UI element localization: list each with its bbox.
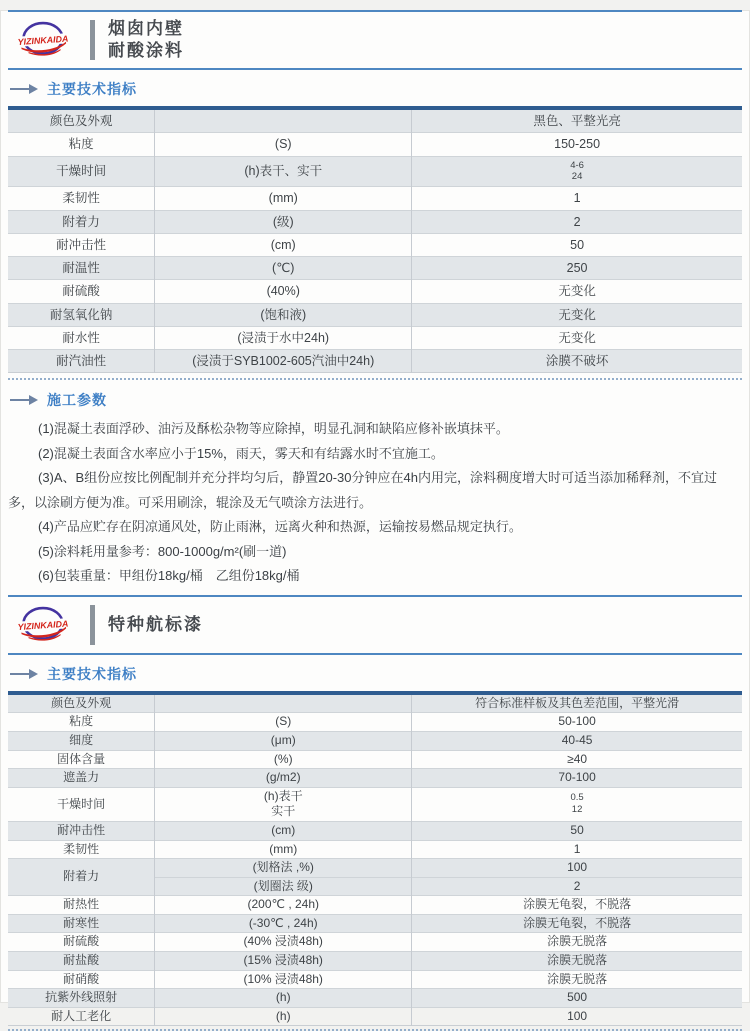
table-row	[8, 859, 742, 878]
spec-value-cell: 4-6 24	[412, 156, 742, 187]
table-row	[8, 840, 742, 859]
section2-header-bottom-rule	[8, 653, 742, 655]
spec-name-cell: 颜色及外观	[8, 108, 155, 133]
spec-condition-cell: (mm)	[155, 840, 412, 859]
section2-title	[108, 614, 203, 636]
spec-condition-cell: (10% 浸渍48h)	[155, 970, 412, 989]
construction-param-item: (2)混凝土表面含水率应小于15%，雨天，雾天和有结露水时不宜施工。	[38, 445, 444, 461]
section1-title-line2: 耐酸涂料	[108, 41, 184, 60]
logo-text: YIZINKAIDA	[17, 618, 69, 632]
spec-value-cell: 涂膜无脱落	[412, 933, 742, 952]
spec-name-cell: 耐硫酸	[8, 280, 155, 303]
table-row	[8, 303, 742, 326]
spec-value-cell: 100	[412, 859, 742, 878]
spec-value-cell: 70-100	[412, 769, 742, 788]
table-row	[8, 693, 742, 713]
spec-value-cell: 涂膜不破坏	[412, 350, 742, 373]
spec-condition-cell: (g/m2)	[155, 769, 412, 788]
construction-params-list	[8, 417, 742, 589]
spec-value-cell: 涂膜无脱落	[412, 952, 742, 971]
spec-condition-cell: (40%)	[155, 280, 412, 303]
table-row	[8, 821, 742, 840]
dotted-separator	[8, 378, 742, 380]
spec-condition-cell: (200℃ , 24h)	[155, 896, 412, 915]
section2-spec-heading	[10, 664, 742, 684]
spec-value-cell: 涂膜无龟裂，不脱落	[412, 914, 742, 933]
arrow-right-icon	[10, 399, 36, 401]
construction-param-item: (4)产品应贮存在阴凉通风处，防止雨淋，远离火种和热源，运输按易燃品规定执行。	[38, 519, 522, 535]
spec-condition-cell: (cm)	[155, 821, 412, 840]
spec-value-cell: 黑色、平整光亮	[412, 108, 742, 133]
spec-name-cell: 干燥时间	[8, 156, 155, 187]
construction-param-item: (6)包装重量：甲组份18kg/桶 乙组份18kg/桶	[38, 568, 300, 584]
spec-name-cell: 固体含量	[8, 750, 155, 769]
spec-condition-cell: (h)表干 实干	[155, 787, 412, 821]
document-page	[0, 10, 750, 1023]
spec-value-cell: 50	[412, 233, 742, 256]
logo-text: YIZINKAIDA	[17, 33, 69, 48]
spec-heading-label: 主要技术指标	[47, 81, 137, 97]
table-row	[8, 933, 742, 952]
spec-name-cell: 耐硝酸	[8, 970, 155, 989]
spec-name-cell: 耐冲击性	[8, 821, 155, 840]
table-row	[8, 750, 742, 769]
spec-condition-cell: (S)	[155, 133, 412, 156]
section1-title	[108, 18, 184, 62]
spec-condition-cell: (h)表干、实干	[155, 156, 412, 187]
params-heading-label: 施工参数	[47, 392, 107, 409]
table-row	[8, 187, 742, 210]
table-row	[8, 280, 742, 303]
spec-condition-cell: (浸渍于水中24h)	[155, 326, 412, 349]
spec-name-cell: 附着力	[8, 210, 155, 233]
table-row	[8, 896, 742, 915]
table-row	[8, 989, 742, 1008]
section1-header	[8, 12, 742, 68]
spec-value-cell: 150-250	[412, 133, 742, 156]
construction-params-heading	[10, 390, 742, 410]
spec-condition-cell: (浸渍于SYB1002-605汽油中24h)	[155, 350, 412, 373]
spec-name-cell: 细度	[8, 731, 155, 750]
spec-name-cell: 柔韧性	[8, 840, 155, 859]
spec-name-cell: 耐温性	[8, 257, 155, 280]
spec-name-cell: 柔韧性	[8, 187, 155, 210]
spec-value-cell: 无变化	[412, 280, 742, 303]
table-row	[8, 108, 742, 133]
table-row	[8, 233, 742, 256]
spec-value-cell: 0.5 12	[412, 787, 742, 821]
spec-name-cell: 耐寒性	[8, 914, 155, 933]
spec-condition-cell: (cm)	[155, 233, 412, 256]
spec-name-cell: 抗紫外线照射	[8, 989, 155, 1008]
spec-condition-cell: (级)	[155, 210, 412, 233]
spec-value-cell: 无变化	[412, 303, 742, 326]
spec-name-cell: 耐水性	[8, 326, 155, 349]
spec-name-cell: 耐冲击性	[8, 233, 155, 256]
spec-value-cell: 100	[412, 1007, 742, 1026]
spec-name-cell: 附着力	[8, 859, 155, 896]
header-bottom-rule	[8, 68, 742, 70]
spec-condition-cell: (%)	[155, 750, 412, 769]
title-divider-bar	[90, 20, 95, 60]
spec-condition-cell: (15% 浸渍48h)	[155, 952, 412, 971]
spec-condition-cell: (h)	[155, 1007, 412, 1026]
company-logo-icon	[14, 603, 72, 647]
spec-name-cell: 耐硫酸	[8, 933, 155, 952]
spec-condition-cell: (h)	[155, 989, 412, 1008]
spec-name-cell: 粘度	[8, 713, 155, 732]
spec-value-cell: 涂膜无脱落	[412, 970, 742, 989]
spec-value-cell: 500	[412, 989, 742, 1008]
spec-name-cell: 遮盖力	[8, 769, 155, 788]
section2-title-line1: 特种航标漆	[108, 614, 203, 634]
construction-param-item: (1)混凝土表面浮砂、油污及酥松杂物等应除掉，明显孔洞和缺陷应修补嵌填抹平。	[38, 421, 509, 437]
construction-param-item: (5)涂料耗用量参考：800-1000g/m²(刷一道)	[38, 543, 287, 559]
table-row	[8, 156, 742, 187]
spec-value-cell: 无变化	[412, 326, 742, 349]
spec-name-cell: 干燥时间	[8, 787, 155, 821]
spec-condition-cell: (饱和液)	[155, 303, 412, 326]
spec-name-cell: 耐热性	[8, 896, 155, 915]
spec-condition-cell: (℃)	[155, 257, 412, 280]
title-divider-bar	[90, 605, 95, 645]
table-row	[8, 257, 742, 280]
spec-value-cell: 40-45	[412, 731, 742, 750]
spec-value-cell: 2	[412, 877, 742, 896]
spec-name-cell: 颜色及外观	[8, 693, 155, 713]
spec-table-1	[8, 106, 742, 373]
table-row	[8, 133, 742, 156]
arrow-right-icon	[10, 673, 36, 675]
table-row	[8, 952, 742, 971]
arrow-right-icon	[10, 88, 36, 90]
spec-name-cell: 粘度	[8, 133, 155, 156]
table-row	[8, 1007, 742, 1026]
spec-condition-cell: (μm)	[155, 731, 412, 750]
spec-heading-label: 主要技术指标	[47, 665, 137, 682]
spec-table-2	[8, 691, 742, 1027]
spec-value-cell: 50-100	[412, 713, 742, 732]
spec-condition-cell: (-30℃ , 24h)	[155, 914, 412, 933]
spec-condition-cell: (S)	[155, 713, 412, 732]
spec-value-cell: ≥40	[412, 750, 742, 769]
spec-name-cell: 耐人工老化	[8, 1007, 155, 1026]
spec-condition-cell	[155, 693, 412, 713]
spec-value-cell: 1	[412, 187, 742, 210]
spec-condition-cell: (划格法 ,%)	[155, 859, 412, 878]
spec-name-cell: 耐盐酸	[8, 952, 155, 971]
table-row	[8, 731, 742, 750]
construction-param-item: (3)A、B组份应按比例配制并充分拌均匀后，静置20-30分钟应在4h内用完，涂料稠度增大时可适当添加稀释剂，不宜过多，以涂刷方便为准。可采用刷涂，辊涂及无气喷涂方法进行。	[8, 470, 717, 510]
spec-condition-cell: (划圈法 级)	[155, 877, 412, 896]
table-row	[8, 210, 742, 233]
spec-name-cell: 耐汽油性	[8, 350, 155, 373]
spec-value-cell: 250	[412, 257, 742, 280]
table-row	[8, 769, 742, 788]
spec-condition-cell: (40% 浸渍48h)	[155, 933, 412, 952]
spec-value-cell: 符合标准样板及其色差范围，平整光滑	[412, 693, 742, 713]
table-row	[8, 970, 742, 989]
spec-condition-cell: (mm)	[155, 187, 412, 210]
spec-value-cell: 涂膜无龟裂，不脱落	[412, 896, 742, 915]
table-row	[8, 350, 742, 373]
section1-title-line1: 烟囱内壁	[108, 18, 184, 38]
section2-header	[8, 597, 742, 653]
spec-name-cell: 耐氢氧化钠	[8, 303, 155, 326]
table-row	[8, 914, 742, 933]
spec-value-cell: 1	[412, 840, 742, 859]
table-row	[8, 787, 742, 821]
spec-value-cell: 50	[412, 821, 742, 840]
spec-value-cell: 2	[412, 210, 742, 233]
section1-spec-heading	[10, 79, 742, 99]
table-row	[8, 713, 742, 732]
company-logo-icon	[14, 18, 72, 62]
table-row	[8, 326, 742, 349]
spec-condition-cell	[155, 108, 412, 133]
